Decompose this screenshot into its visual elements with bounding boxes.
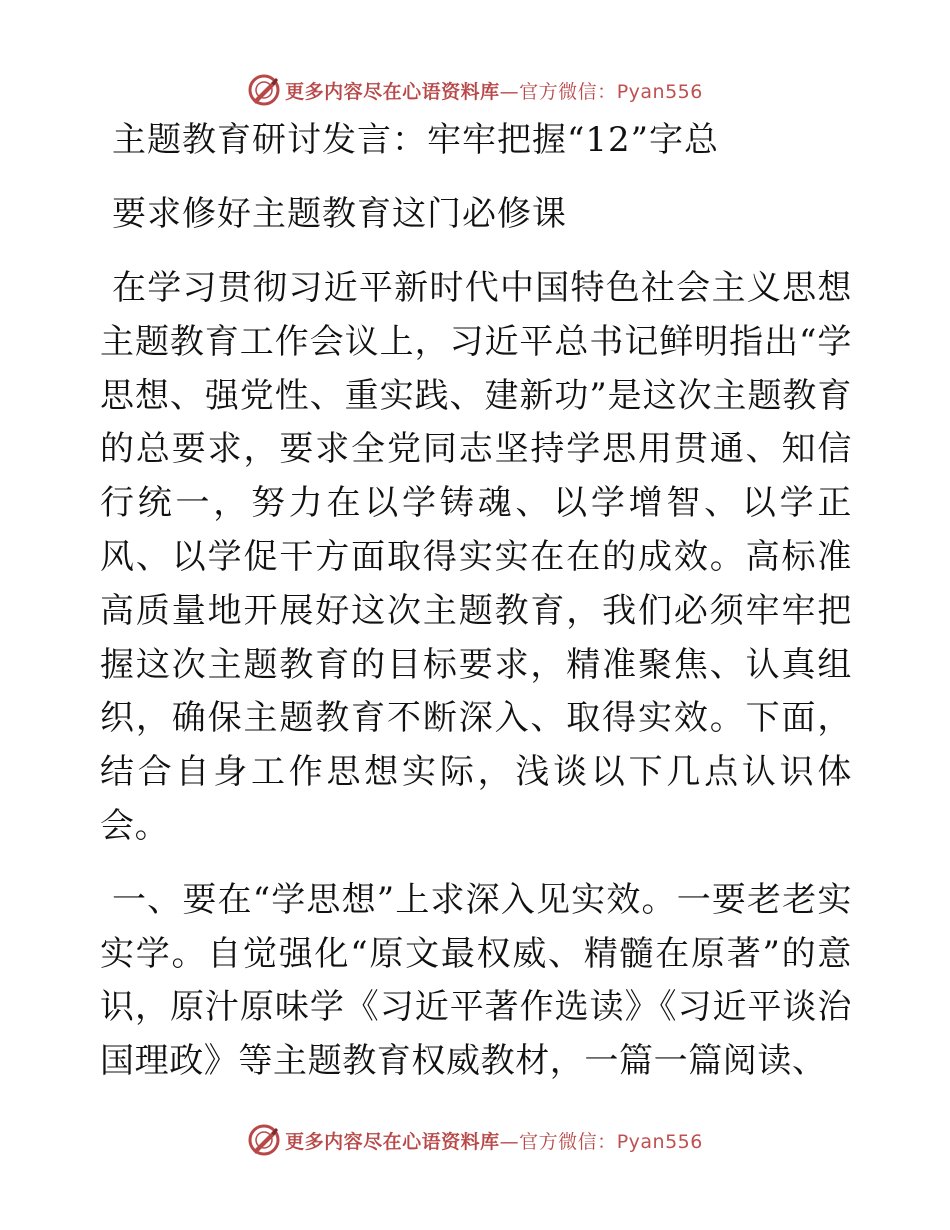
banner-text xyxy=(285,1127,703,1154)
pen-seal-logo-icon xyxy=(247,1123,281,1157)
document-title-line-2: 要求修好主题教育这门必修课 xyxy=(112,194,567,234)
banner-main-text: 更多内容尽在心语资料库 xyxy=(285,1130,500,1153)
banner-separator: — xyxy=(499,1130,520,1153)
banner-wechat-id: Pyan556 xyxy=(616,1130,703,1153)
banner-wechat-label: 官方微信： xyxy=(519,80,617,103)
paragraph-intro: 在学习贯彻习近平新时代中国特色社会主义思想主题教育工作会议上，习近平总书记鲜明指出“学思想、强党性、重实践、建新功”是这次主题教育的总要求，要求全党同志坚持学思用贯通、知信行统一，努力在以学铸魂、以学增智、以学正风、以学促干方面取得实实在在的成效。高标准高质量地开展好这次主题教育，我们必须牢牢把握这次主题教育的目标要求，精准聚焦、认真组织，确保主题教育不断深入、取得实效。下面，结合自身工作思想实际，浅谈以下几点认识体会。 xyxy=(100,268,852,846)
banner-separator: — xyxy=(499,80,520,103)
document-title-line-1: 主题教育研讨发言：牢牢把握“12”字总 xyxy=(112,120,720,160)
document-body xyxy=(100,118,852,1089)
paragraph-section-one: 一、要在“学思想”上求深入见实效。一要老老实实学。自觉强化“原文最权威、精髓在原著”的意识，原汁原味学《习近平著作选读》《习近平谈治国理政》等主题教育权威教材，一篇一篇阅读、 xyxy=(100,879,852,1082)
pen-seal-logo-icon xyxy=(247,73,281,107)
banner-wechat-id: Pyan556 xyxy=(616,80,703,103)
banner-wechat-label: 官方微信： xyxy=(519,1130,617,1153)
footer-watermark-banner xyxy=(0,1120,950,1160)
banner-main-text: 更多内容尽在心语资料库 xyxy=(285,80,500,103)
header-watermark-banner xyxy=(0,70,950,110)
banner-text xyxy=(285,77,703,104)
